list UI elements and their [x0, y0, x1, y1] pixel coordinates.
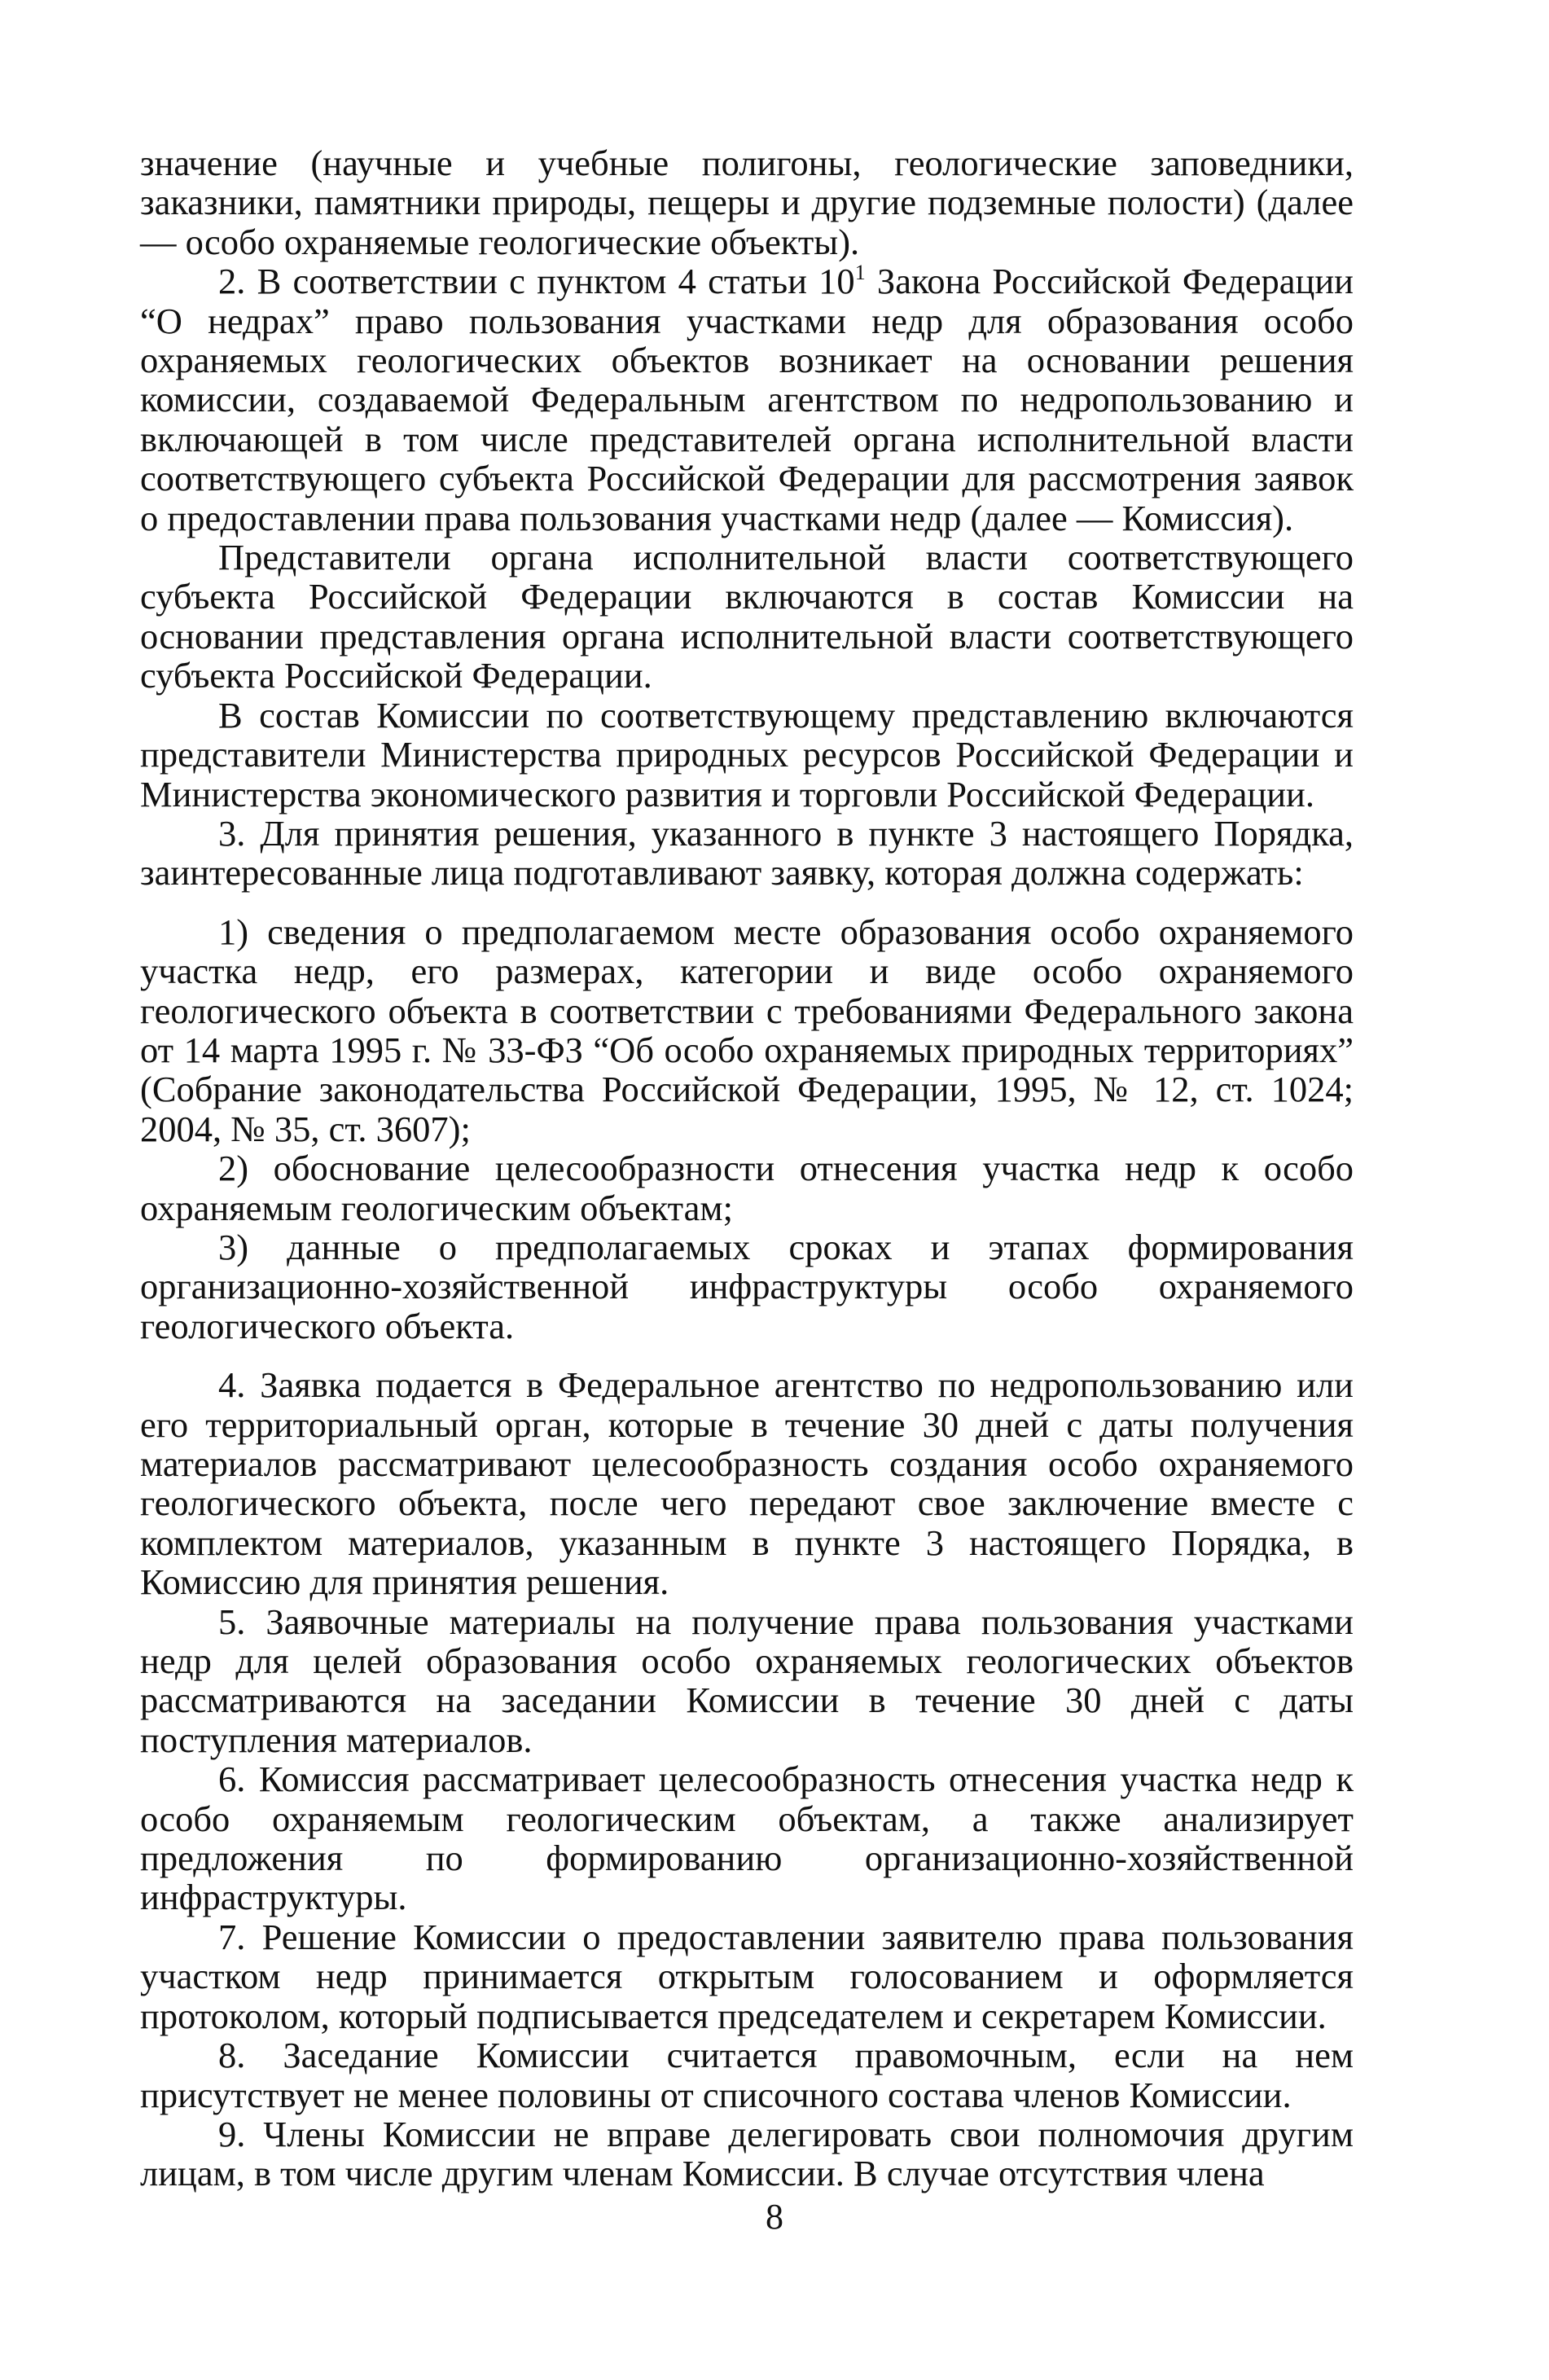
page-number: 8 [766, 2197, 783, 2237]
paragraph-representatives: Представители органа исполнительной власти соответствующего субъекта Российской Федерации включаются в состав Комиссии на основании представления органа исполнительной власти соответствующего субъекта Российской Федерации. [140, 537, 1354, 696]
paragraph-item-3: 3. Для принятия решения, указанного в пункте 3 настоящего Порядка, заинтересованные лица подготавливают заявку, которая должна содержать: [140, 812, 1354, 894]
list-item-3-3: 3) данные о предполагаемых сроках и этапах формирования организационно-хозяйственной инфраструктуры особо охраняемого геологического объекта. [140, 1226, 1354, 1346]
paragraph-item-8: 8. Заседание Комиссии считается правомочным, если на нем присутствует не менее половины от списочного состава членов Комиссии. [140, 2035, 1354, 2115]
paragraph-item-6: 6. Комиссия рассматривает целесообразность отнесения участка недр к особо охраняемым геологическим объектам, а также анализирует предложения по формированию организационно-хозяйственной инфраструктуры. [140, 1759, 1354, 1918]
paragraph-item-9: 9. Члены Комиссии не вправе делегировать свои полномочия другим лицам, в том числе другим членам Комиссии. В случае отсутствия члена [140, 2113, 1354, 2194]
paragraph-commission-composition: В состав Комиссии по соответствующему представлению включаются представители Министерства природных ресурсов Российской Федерации и Министерства экономического развития и торговли Российской Федерации. [140, 694, 1354, 815]
list-item-3-1: 1) сведения о предполагаемом месте образования особо охраняемого участка недр, его размерах, категории и виде особо охраняемого геологического объекта в соответствии с требованиями Федерального закона от 14 марта 1995 г. № 33-ФЗ “Об особо охраняемых природных территориях” (Собрание законодательства Российской Федерации, 1995, № 12, ст. 1024; 2004, № 35, ст. 3607); [140, 911, 1354, 1149]
paragraph-item-2-rest: Закона Российской Федерации “О недрах” право пользования участками недр для образования особо охраняемых геологических объектов возникает на основании решения комиссии, создаваемой Федеральным агентством по недропользованию и включающей в том числе представителей органа исполнительной власти соответствующего субъекта Российской Федерации для рассмотрения заявок о предоставлении права пользования участками недр (далее — Комиссия). [140, 261, 1354, 538]
list-item-3-2: 2) обоснование целесообразности отнесения участка недр к особо охраняемым геологическим объектам; [140, 1148, 1354, 1228]
paragraph-item-7: 7. Решение Комиссии о предоставлении заявителю права пользования участком недр принимается открытым голосованием и оформляется протоколом, который подписывается председателем и секретарем Комиссии. [140, 1916, 1354, 2036]
document-body [140, 143, 1354, 2193]
footnote-superscript: 1 [854, 261, 866, 285]
paragraph-item-5: 5. Заявочные материалы на получение права пользования участками недр для целей образования особо охраняемых геологических объектов рассматриваются на заседании Комиссии в течение 30 дней с даты поступления материалов. [140, 1601, 1354, 1760]
paragraph-item-2 [140, 261, 1354, 538]
paragraph-item-4: 4. Заявка подается в Федеральное агентство по недропользованию или его территориальный орган, которые в течение 30 дней с даты получения материалов рассматривают целесообразность создания особо охраняемого геологического объекта, после чего передают свое заключение вместе с комплектом материалов, указанным в пункте 3 настоящего Порядка, в Комиссию для принятия решения. [140, 1364, 1354, 1603]
paragraph-item-2-start: 2. В соответствии с пунктом 4 статьи 10 [218, 261, 855, 302]
paragraph-intro-continuation: значение (научные и учебные полигоны, геологические заповедники, заказники, памятники природы, пещеры и другие подземные полости) (далее — особо охраняемые геологические объекты). [140, 143, 1354, 262]
